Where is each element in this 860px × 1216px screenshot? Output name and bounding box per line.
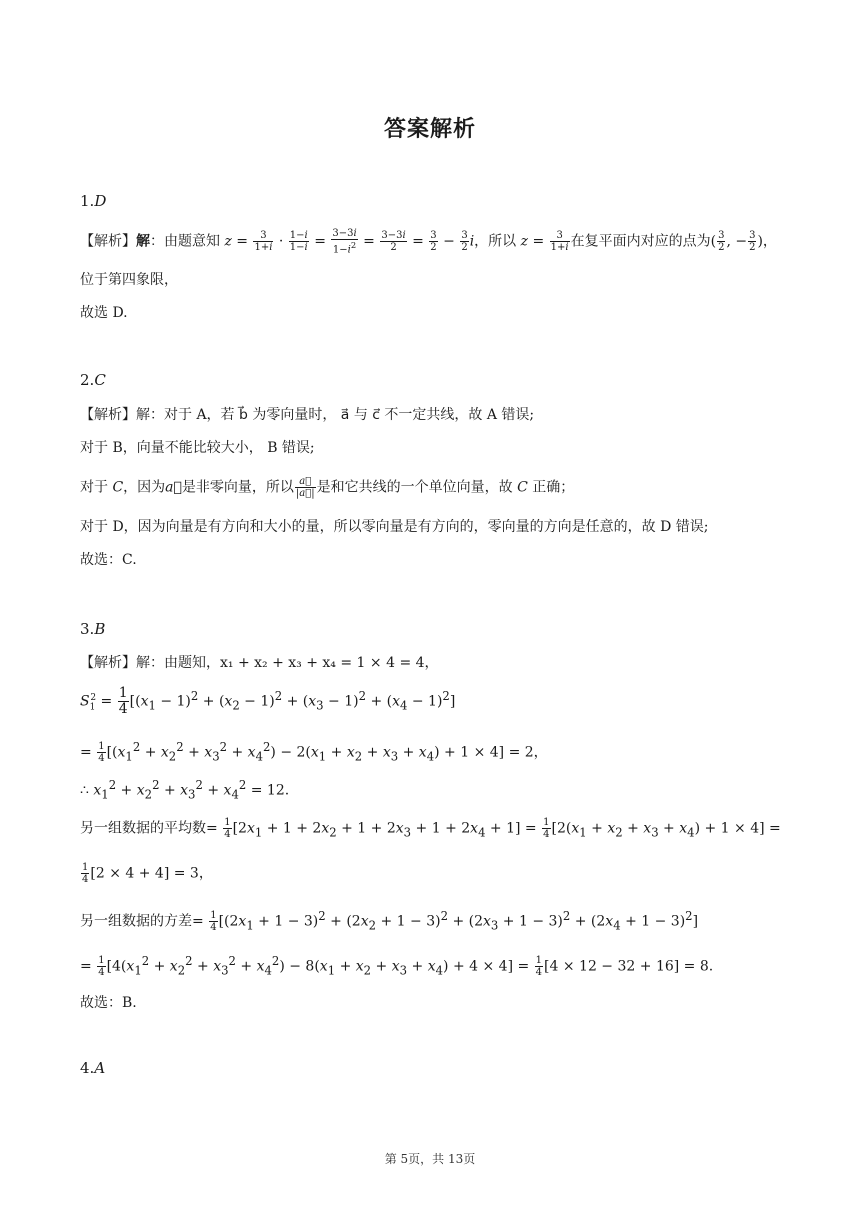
- q3-solution-line-1: 【解析】解：由题知，x₁ + x₂ + x₃ + x₄ = 1 × 4 = 4，: [80, 655, 439, 671]
- question-answer: C: [94, 371, 106, 389]
- q1-solution-line-3: 故选 D.: [80, 305, 128, 321]
- question-2-number: [80, 371, 106, 389]
- q1-solution-line-1: 【解析】解：由题意知 z = $\frac{3}{1+i}$ · $\frac{1-i}{1-i}$ = $\frac{3-3i}{1-i^2}$ = $\frac{3-3i}{2}$ = $\frac{3}{2}$ − $\frac{3}{2}$ i，所以 z = $\frac{3}{1+i}$ 在复平面内对应的点为( $\frac{3}{2}$ , − $\frac{3}{2}$ )，: [80, 228, 777, 256]
- q2-solution-line-5: 故选：C.: [80, 552, 137, 568]
- question-number: 1.: [80, 192, 95, 210]
- q3-solution-line-7: 另一组数据的方差= $\frac{1}{4}$ $[(2x_1 + 1 - 3)^2 + (2x_2 + 1 - 3)^2 + (2x_3 + 1 - 3)^2 + (2x_4 + 1 - 3)^2]$: [80, 909, 699, 934]
- question-number: 3.: [80, 620, 95, 638]
- page-footer: 第 5页，共 13页: [384, 1152, 476, 1166]
- question-answer: B: [94, 620, 106, 638]
- q3-solution-line-4: ∴ $x_1^2 + x_2^2 + x_3^2 + x_4^2 = 12$.: [80, 778, 290, 802]
- q2-solution-line-1: 【解析】解：对于 A，若 b⃗ 为零向量时， a⃗ 与 c⃗ 不一定共线，故 A 错误;: [80, 407, 535, 423]
- question-number: 2.: [80, 371, 95, 389]
- question-answer: A: [94, 1059, 106, 1077]
- q3-solution-line-9: 故选：B.: [80, 995, 137, 1011]
- page-title: 答案解析: [383, 117, 476, 142]
- q2-solution-line-4: 对于 D，因为向量是有方向和大小的量，所以零向量是有方向的，零向量的方向是任意的，故 D 错误;: [80, 519, 709, 535]
- q2-solution-line-3: 对于 C，因为a⃗是非零向量，所以 $\frac{a⃗}{|a⃗|}$ 是和它共线的一个单位向量，故 C 正确；: [80, 476, 575, 499]
- question-1-number: [80, 192, 106, 210]
- q2-solution-line-2: 对于 B，向量不能比较大小， B 错误;: [80, 440, 315, 456]
- question-4-number: [80, 1059, 105, 1077]
- question-3-number: [80, 620, 105, 638]
- q3-solution-line-8: = $\frac{1}{4}$ $[4(x_1^2 + x_2^2 + x_3^2 + x_4^2) - 8(x_1 + x_2 + x_3 + x_4) + 4 \times 4]$ = $\frac{1}{4}$ [4 × 12 − 32 + 16] = 8.: [80, 954, 714, 979]
- q3-solution-line-6: $\frac{1}{4}$ [2 × 4 + 4] = 3，: [82, 862, 213, 885]
- question-number: 4.: [80, 1059, 95, 1077]
- q1-solution-line-2: 位于第四象限，: [80, 272, 178, 288]
- question-answer: D: [94, 192, 107, 210]
- q3-solution-line-3: = $\frac{1}{4}$ $[(x_1^2 + x_2^2 + x_3^2 + x_4^2) - 2(x_1 + x_2 + x_3 + x_4) + 1 \times 4] = 2$，: [80, 740, 548, 765]
- q3-solution-line-2: $S_1^2$ = $\frac{1}{4}$ $[(x_1 - 1)^2 + (x_2 - 1)^2 + (x_3 - 1)^2 + (x_4 - 1)^2]$: [80, 685, 456, 718]
- q3-solution-line-5: 另一组数据的平均数= $\frac{1}{4}$ $[2x_1 + 1 + 2x_2 + 1 + 2x_3 + 1 + 2x_4 + 1]$ = $\frac{1}{4}$ $[2(x_1 + x_2 + x_3 + x_4) + 1 \times 4]$ =: [80, 817, 781, 840]
